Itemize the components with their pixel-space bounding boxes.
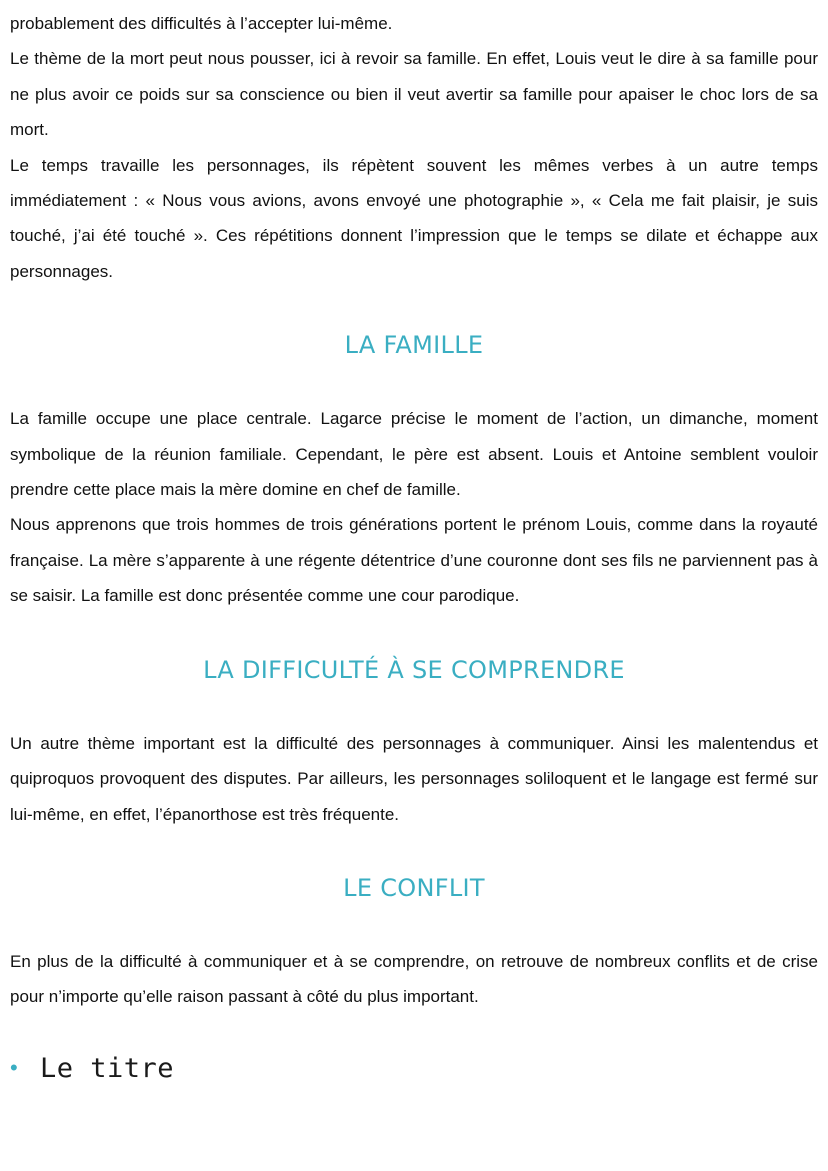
intro-paragraph-3: Le temps travaille les personnages, ils répètent souvent les mêmes verbes à un autre temps immédiatement : « Nous vous avions, avons envoyé une photographie », « Cela me fait plaisir, je suis touché, j’ai été touché ». Ces répétitions donnent l’impression que le temps se dilate et échappe aux personnages. xyxy=(10,155,818,281)
intro-paragraph-1: probablement des difficultés à l’accepter lui-même. xyxy=(10,14,393,33)
section-title-conflit: LE CONFLIT xyxy=(343,873,485,902)
intro-paragraph-2: Le thème de la mort peut nous pousser, ici à revoir sa famille. En effet, Louis veut le dire à sa famille pour ne plus avoir ce poids sur sa conscience ou bien il veut avertir sa famille pour apaiser le choc lors de sa mort. xyxy=(10,49,818,140)
section-title-difficulte: LA DIFFICULTÉ À SE COMPRENDRE xyxy=(203,655,625,684)
bullet-icon: • xyxy=(10,1055,18,1081)
document-page xyxy=(10,6,818,1084)
famille-paragraph-2: Nous apprenons que trois hommes de trois générations portent le prénom Louis, comme dans la royauté française. La mère s’apparente à une régente détentrice d’une couronne dont ses fils ne parviennent pas à se saisir. La famille est donc présentée comme une cour parodique. xyxy=(10,515,818,606)
bullet-text: Le titre xyxy=(40,1052,175,1084)
conflit-paragraph-1: En plus de la difficulté à communiquer et à se comprendre, on retrouve de nombreux conflits et de crise pour n’importe qu’elle raison passant à côté du plus important. xyxy=(10,951,818,1007)
section-title-famille: LA FAMILLE xyxy=(344,331,484,360)
difficulte-paragraph-1: Un autre thème important est la difficulté des personnages à communiquer. Ainsi les malentendus et quiproquos provoquent des disputes. Par ailleurs, les personnages soliloquent et le langage est fermé sur lui-même, en effet, l’épanorthose est très fréquente. xyxy=(10,733,818,824)
bullet-item xyxy=(10,1053,818,1084)
famille-paragraph-1: La famille occupe une place centrale. Lagarce précise le moment de l’action, un dimanche, moment symbolique de la réunion familiale. Cependant, le père est absent. Louis et Antoine semblent vouloir prendre cette place mais la mère domine en chef de famille. xyxy=(10,409,818,500)
